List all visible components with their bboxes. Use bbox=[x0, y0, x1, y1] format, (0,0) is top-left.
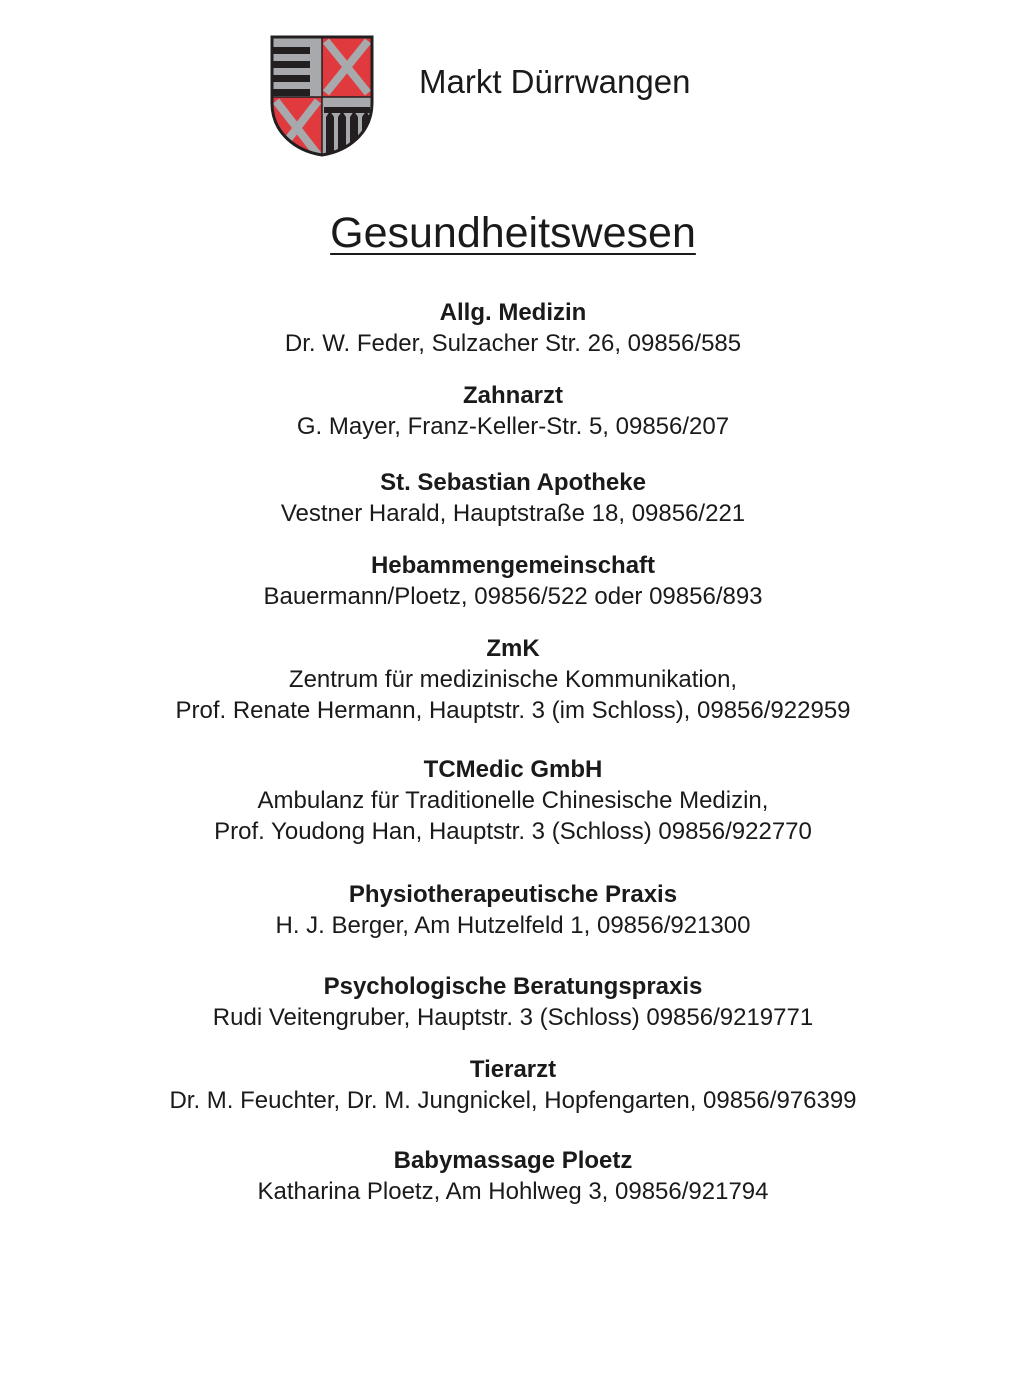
entry-line: Dr. M. Feuchter, Dr. M. Jungnickel, Hopfengarten, 09856/976399 bbox=[169, 1087, 857, 1114]
entry-tierarzt bbox=[0, 1054, 1026, 1116]
entry-line: Katharina Ploetz, Am Hohlweg 3, 09856/921794 bbox=[257, 1178, 769, 1205]
entry-title: Tierarzt bbox=[469, 1056, 557, 1083]
entry-line: Vestner Harald, Hauptstraße 18, 09856/221 bbox=[280, 500, 746, 527]
entry-physiotherapie bbox=[0, 879, 1026, 941]
entry-title: Allg. Medizin bbox=[439, 299, 587, 326]
entry-hebammengemeinschaft bbox=[0, 550, 1026, 612]
entry-psychologie bbox=[0, 971, 1026, 1033]
town-name: Markt Dürrwangen bbox=[419, 63, 691, 100]
entry-tcmedic bbox=[0, 754, 1026, 847]
entry-line: G. Mayer, Franz-Keller-Str. 5, 09856/207 bbox=[296, 413, 730, 440]
coat-of-arms-icon bbox=[268, 33, 376, 159]
entry-title: Babymassage Ploetz bbox=[393, 1147, 633, 1174]
entry-zahnarzt bbox=[0, 380, 1026, 442]
entry-line: Rudi Veitengruber, Hauptstr. 3 (Schloss) 09856/9219771 bbox=[212, 1004, 814, 1031]
entry-zmk bbox=[0, 633, 1026, 726]
entry-line: Bauermann/Ploetz, 09856/522 oder 09856/893 bbox=[263, 583, 763, 610]
entry-line: Prof. Youdong Han, Hauptstr. 3 (Schloss) 09856/922770 bbox=[214, 818, 812, 845]
entry-line: Prof. Renate Hermann, Hauptstr. 3 (im Schloss), 09856/922959 bbox=[175, 697, 851, 724]
entry-title: ZmK bbox=[486, 635, 540, 662]
entry-title: TCMedic GmbH bbox=[423, 756, 603, 783]
entry-apotheke bbox=[0, 467, 1026, 529]
entry-title: Psychologische Beratungspraxis bbox=[323, 973, 703, 1000]
page-title bbox=[0, 207, 1026, 259]
entry-allg-medizin bbox=[0, 297, 1026, 359]
entry-title: St. Sebastian Apotheke bbox=[380, 469, 646, 496]
entry-line: Ambulanz für Traditionelle Chinesische Medizin, bbox=[257, 787, 769, 814]
entry-title: Physiotherapeutische Praxis bbox=[348, 881, 678, 908]
entry-line: Dr. W. Feder, Sulzacher Str. 26, 09856/585 bbox=[284, 330, 742, 357]
entry-line: H. J. Berger, Am Hutzelfeld 1, 09856/921300 bbox=[275, 912, 751, 939]
page-title-text: Gesundheitswesen bbox=[330, 209, 696, 257]
entry-line: Zentrum für medizinische Kommunikation, bbox=[288, 666, 738, 693]
entry-babymassage bbox=[0, 1145, 1026, 1207]
entry-title: Zahnarzt bbox=[462, 382, 563, 409]
entry-title: Hebammengemeinschaft bbox=[370, 552, 656, 579]
